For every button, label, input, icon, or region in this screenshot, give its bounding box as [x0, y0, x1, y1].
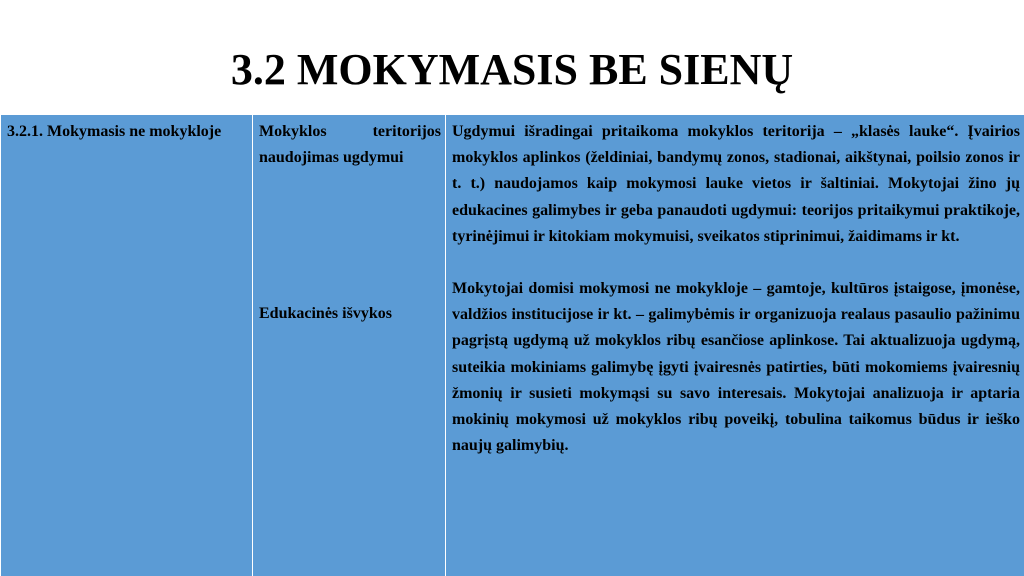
description-educational-trips: Mokytojai domisi mokymosi ne mokykloje – gamtoje, kultūros įstaigose, įmonėse, valdžios institucijose ir kt. – galimybėmis ir organizuoja realaus pasaulio pažinimu pagrįstą ugdymą už mokyklos ribų esančiose aplinkose. Tai aktualizuoja ugdymą, suteikia mokiniams galimybę įgyti įvairesnės patirties, būti mokomiems įvairesnių žmonių ir susieti mokymąsi su savo interesais. Mokytojai analizuoja ir aptaria mokinių mokymosi už mokyklos ribų poveikį, tobulina taikomus būdus ir ieško naujų galimybių.	[452, 280, 1020, 455]
topic-cell	[253, 115, 446, 576]
description-cell	[446, 115, 1024, 576]
description-school-territory: Ugdymui išradingai pritaikoma mokyklos teritorija – „klasės lauke“. Įvairios mokyklos aplinkos (želdiniai, bandymų zonos, stadionai, aikštynai, poilsio zonos ir t. t.) naudojamos kaip mokymosi lauke vietos ir šaltiniai. Mokytojai žino jų edukacines galimybes ir geba panaudoti ugdymui: teorijos pritaikymui praktikoje, tyrinėjimui ir kitokiam mokymuisi, sveikatos stiprinimui, žaidimams ir kt.	[452, 123, 1020, 245]
topic-educational-trips: Edukacinės išvykos	[259, 305, 392, 323]
content-table	[0, 115, 1024, 576]
section-cell	[1, 115, 253, 576]
content-table-wrapper	[0, 114, 1024, 576]
topic-school-territory: Mokyklos teritorijos naudojimas ugdymui	[259, 123, 441, 167]
table-row	[1, 115, 1024, 576]
slide-title: 3.2 MOKYMASIS BE SIENŲ	[230, 45, 794, 94]
section-label: 3.2.1. Mokymasis ne mokykloje	[7, 123, 222, 140]
